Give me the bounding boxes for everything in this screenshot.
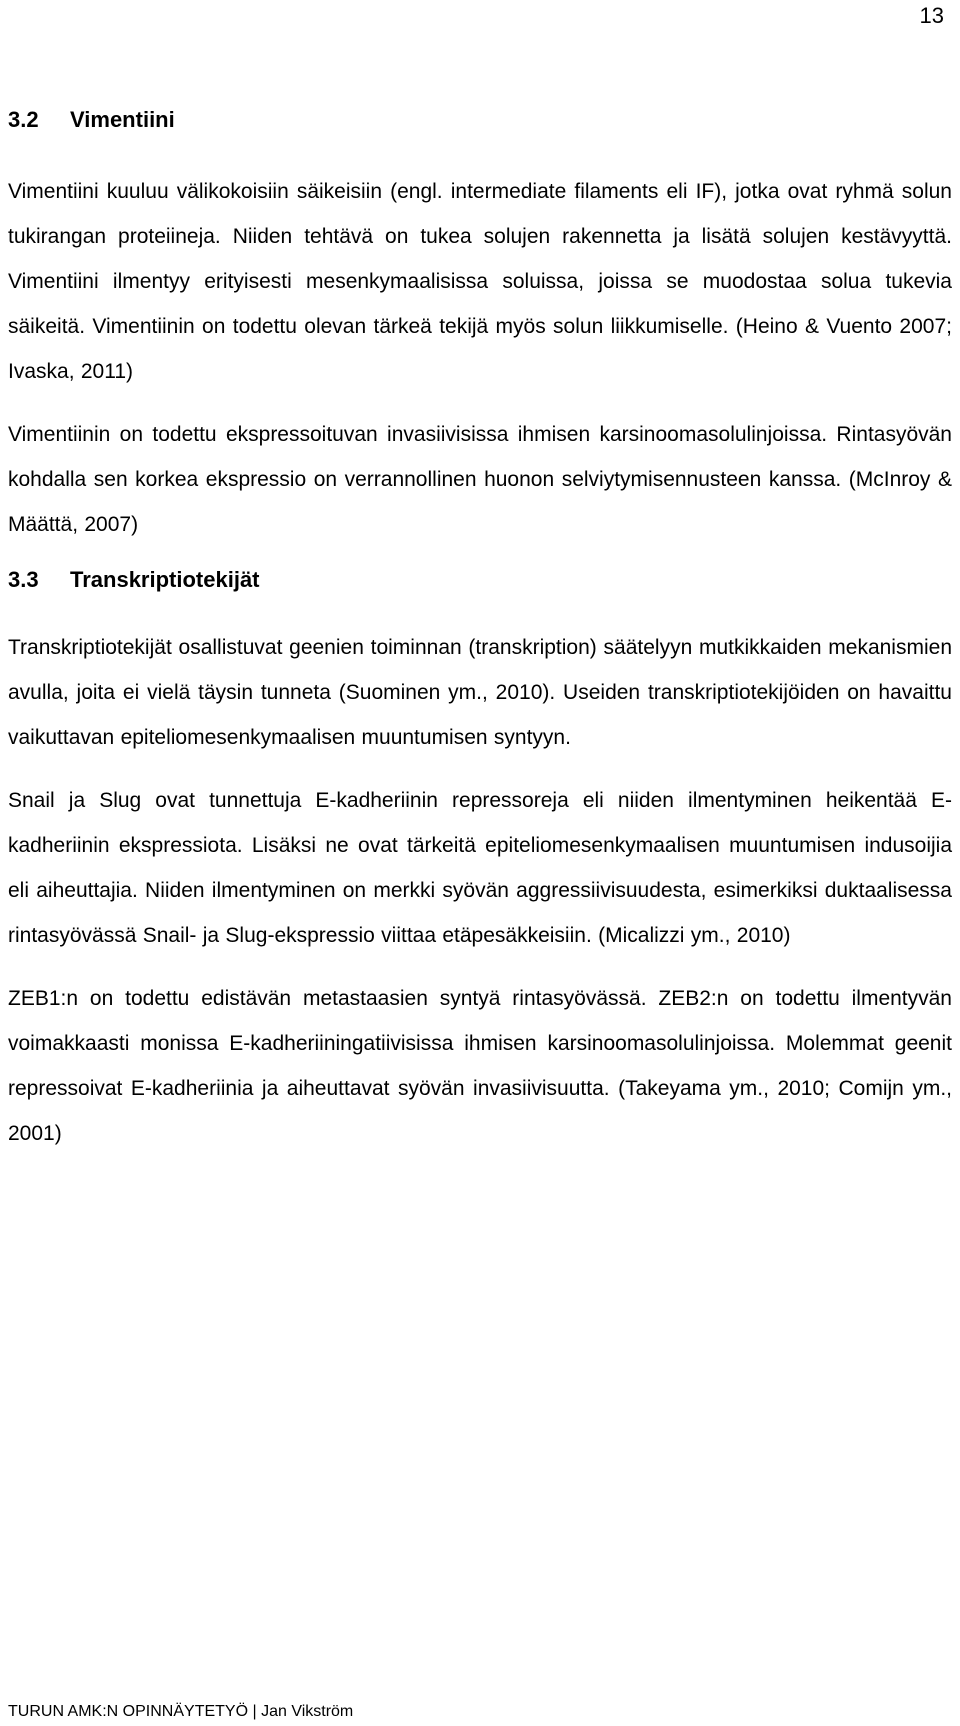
section-number: 3.3 [8,567,39,592]
section-heading-3-3 [8,565,952,595]
section-title: Transkriptiotekijät [70,567,260,592]
section-number: 3.2 [8,107,39,132]
paragraph-zeb: ZEB1:n on todettu edistävän metastaasien syntyä rintasyövässä. ZEB2:n on todettu ilmentyvän voimakkaasti monissa E-kadheriiningatiivisissa ihmisen karsinoomasolulinjoissa. Molemmat geenit repressoivat E-kadheriinia ja aiheuttavat syövän invasiivisuutta. (Takeyama ym., 2010; Comijn ym., 2001) [8,987,952,1145]
footer: TURUN AMK:N OPINNÄYTETYÖ | Jan Vikström [8,1703,354,1720]
section-heading-3-2 [8,105,952,135]
document-body [8,105,952,1156]
paragraph-vimentin-cancer: Vimentiinin on todettu ekspressoituvan invasiivisissa ihmisen karsinoomasolulinjoissa. Rintasyövän kohdalla sen korkea ekspressio on verrannollinen huonon selviytymisennusteen kanssa. (McInroy & Määttä, 2007) [8,423,952,536]
paragraph-vimentin-intro: Vimentiini kuuluu välikokoisiin säikeisiin (engl. intermediate filaments eli IF), jotka ovat ryhmä solun tukirangan proteiineja. Niiden tehtävä on tukea solujen rakennetta ja lisätä solujen kestävyyttä. Vimentiini ilmentyy erityisesti mesenkymaalisissa soluissa, joissa se muodostaa solua tukevia säikeitä. Vimentiinin on todettu olevan tärkeä tekijä myös solun liikkumiselle. (Heino & Vuento 2007; Ivaska, 2011) [8,180,952,383]
page-number: 13 [919,3,944,28]
section-title: Vimentiini [70,107,175,132]
paragraph-snail-slug: Snail ja Slug ovat tunnettuja E-kadheriinin repressoreja eli niiden ilmentyminen heikentää E-kadheriinin ekspressiota. Lisäksi ne ovat tärkeitä epiteliomesenkymaalisen muuntumisen indusoijia eli aiheuttajia. Niiden ilmentyminen on merkki syövän aggressiivisuudesta, esimerkiksi duktaalisessa rintasyövässä Snail- ja Slug-ekspressio viittaa etäpesäkkeisiin. (Micalizzi ym., 2010) [8,789,952,947]
paragraph-transcription-factors: Transkriptiotekijät osallistuvat geenien toiminnan (transkription) säätelyyn mutkikkaiden mekanismien avulla, joita ei vielä täysin tunneta (Suominen ym., 2010). Useiden transkriptiotekijöiden on havaittu vaikuttavan epiteliomesenkymaalisen muuntumisen syntyyn. [8,636,952,749]
